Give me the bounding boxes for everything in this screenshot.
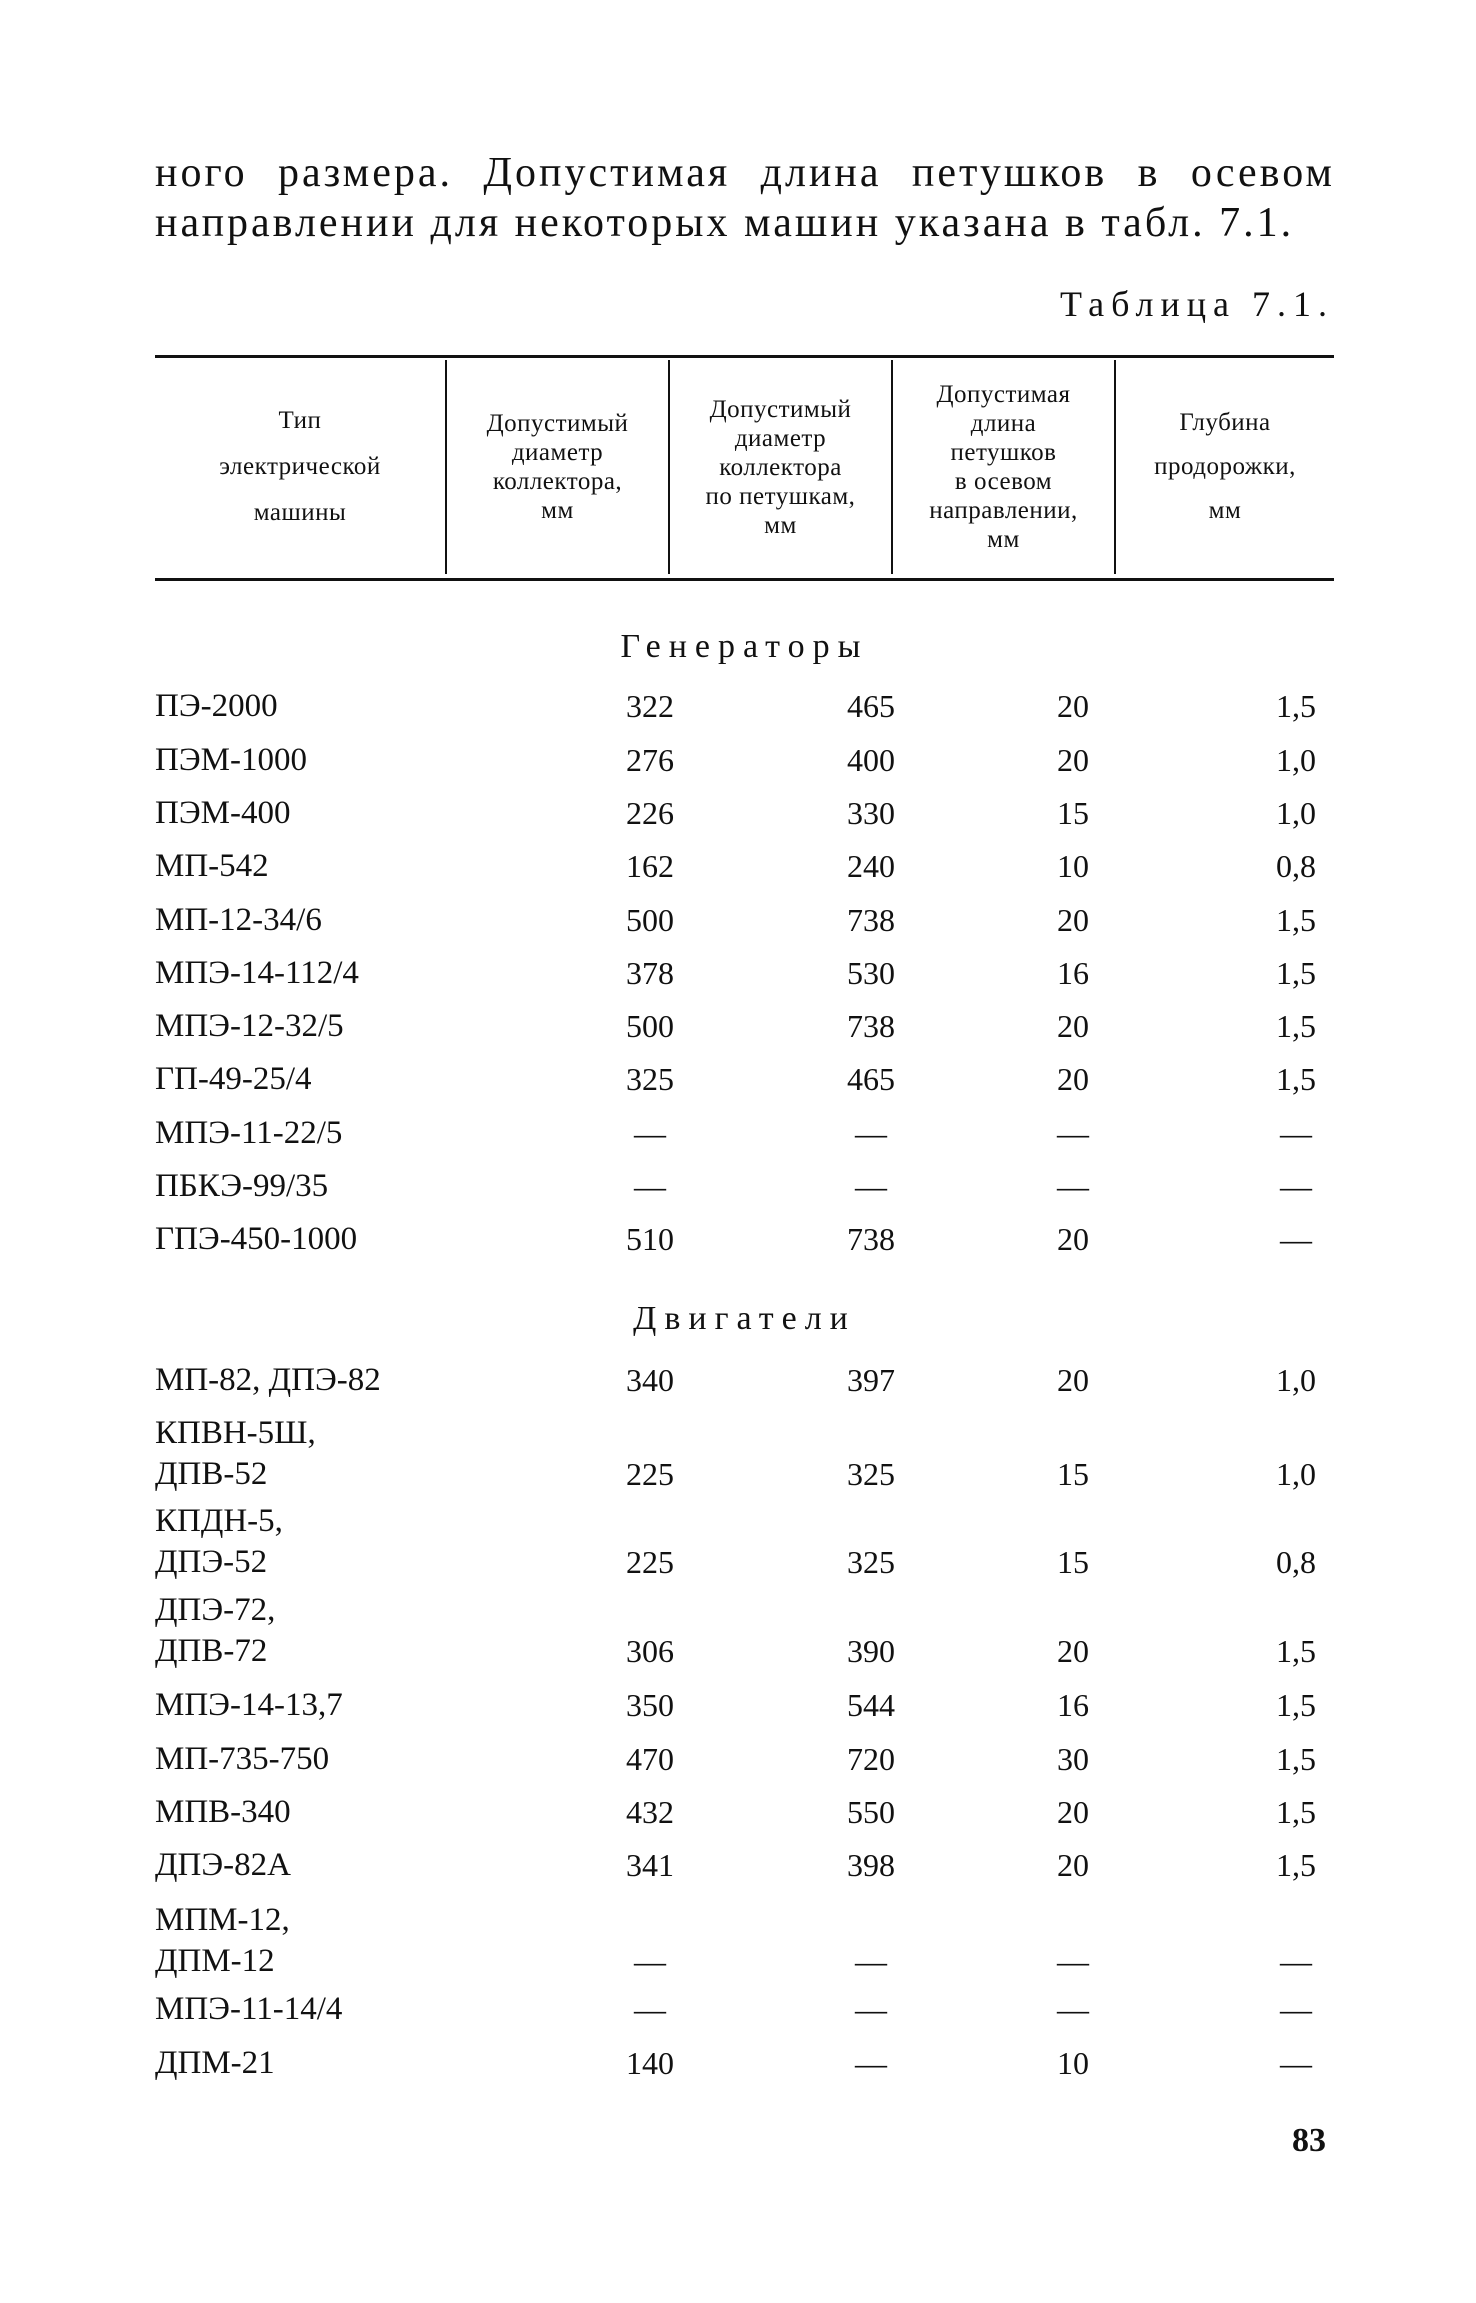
risers-diameter: 544 xyxy=(847,1687,895,1723)
risers-diameter: — xyxy=(855,1115,887,1151)
risers-length: 20 xyxy=(1057,1633,1089,1669)
table-row xyxy=(155,740,1334,781)
undercut-depth: — xyxy=(1280,1115,1312,1151)
undercut-depth: 1,5 xyxy=(1276,902,1316,938)
collector-diameter: 340 xyxy=(626,1362,674,1398)
table-row xyxy=(155,1219,1334,1260)
collector-diameter: 378 xyxy=(626,955,674,991)
risers-diameter: 465 xyxy=(847,688,895,724)
risers-length: 20 xyxy=(1057,1221,1089,1257)
risers-length: 15 xyxy=(1057,1544,1089,1580)
header-undercut-depth: Глубина продорожки, мм xyxy=(1114,360,1334,574)
risers-diameter: — xyxy=(855,1943,887,1979)
intro-paragraph: ного размера. Допустимая длина петушков в осевом направлении для некоторых машин указана в табл. 7.1. xyxy=(155,150,1335,246)
risers-length: 10 xyxy=(1057,848,1089,884)
machine-name: МПВ-340 xyxy=(155,1794,291,1830)
machine-name: ГПЭ-450-1000 xyxy=(155,1221,358,1257)
risers-diameter: 720 xyxy=(847,1741,895,1777)
risers-diameter: 465 xyxy=(847,1061,895,1097)
table-row xyxy=(155,1059,1334,1100)
undercut-depth: — xyxy=(1280,1943,1312,1979)
risers-diameter: — xyxy=(855,1991,887,2027)
undercut-depth: 1,0 xyxy=(1276,1362,1316,1398)
risers-length: 10 xyxy=(1057,2045,1089,2081)
risers-length: 20 xyxy=(1057,1362,1089,1398)
machine-name: МП-542 xyxy=(155,848,269,884)
risers-length: 20 xyxy=(1057,742,1089,778)
table-row xyxy=(155,1360,1334,1401)
collector-diameter: 162 xyxy=(626,848,674,884)
collector-diameter: — xyxy=(634,1943,666,1979)
machine-name: МПМ-12, ДПМ-12 xyxy=(155,1902,290,1979)
risers-length: — xyxy=(1057,1168,1089,1204)
risers-length: 16 xyxy=(1057,955,1089,991)
table-row xyxy=(155,793,1334,834)
risers-diameter: 325 xyxy=(847,1544,895,1580)
risers-diameter: 325 xyxy=(847,1456,895,1492)
machine-name: МП-12-34/6 xyxy=(155,902,322,938)
table-row xyxy=(155,900,1334,941)
table-row xyxy=(155,1413,1334,1495)
machine-name: КПДН-5, ДПЭ-52 xyxy=(155,1503,283,1580)
undercut-depth: 0,8 xyxy=(1276,1544,1316,1580)
table-row xyxy=(155,1739,1334,1780)
machine-name: ПЭМ-400 xyxy=(155,795,291,831)
undercut-depth: 1,5 xyxy=(1276,1061,1316,1097)
risers-diameter: 397 xyxy=(847,1362,895,1398)
page-number: 83 xyxy=(1292,2122,1326,2159)
risers-length: — xyxy=(1057,1991,1089,2027)
collector-diameter: 350 xyxy=(626,1687,674,1723)
collector-diameter: 322 xyxy=(626,688,674,724)
risers-diameter: 330 xyxy=(847,795,895,831)
table-row xyxy=(155,1685,1334,1726)
machine-name: МПЭ-11-22/5 xyxy=(155,1115,343,1151)
risers-length: — xyxy=(1057,1115,1089,1151)
undercut-depth: — xyxy=(1280,1221,1312,1257)
undercut-depth: — xyxy=(1280,1168,1312,1204)
machine-name: ПБКЭ-99/35 xyxy=(155,1168,329,1204)
header-collector-diameter: Допустимый диаметр коллектора, мм xyxy=(445,360,668,574)
section-title-motors: Двигатели xyxy=(633,1300,856,1337)
risers-length: 15 xyxy=(1057,795,1089,831)
table-row xyxy=(155,953,1334,994)
machine-name: МПЭ-14-112/4 xyxy=(155,955,359,991)
collector-diameter: 306 xyxy=(626,1633,674,1669)
risers-length: 20 xyxy=(1057,1794,1089,1830)
table-top-rule xyxy=(155,355,1334,358)
collector-diameter: — xyxy=(634,1168,666,1204)
collector-diameter: 226 xyxy=(626,795,674,831)
table-row xyxy=(155,1900,1334,1982)
table-row xyxy=(155,686,1334,727)
table-header xyxy=(155,360,1334,574)
table-row xyxy=(155,1989,1334,2030)
undercut-depth: 1,5 xyxy=(1276,688,1316,724)
undercut-depth: 1,5 xyxy=(1276,1687,1316,1723)
table-row xyxy=(155,1166,1334,1207)
table-row xyxy=(155,1845,1334,1886)
collector-diameter: 500 xyxy=(626,902,674,938)
table-header-rule xyxy=(155,578,1334,581)
machine-name: МПЭ-12-32/5 xyxy=(155,1008,344,1044)
collector-diameter: 500 xyxy=(626,1008,674,1044)
collector-diameter: — xyxy=(634,1991,666,2027)
collector-diameter: 225 xyxy=(626,1544,674,1580)
machine-name: ДПЭ-72, ДПВ-72 xyxy=(155,1592,276,1669)
risers-diameter: — xyxy=(855,2045,887,2081)
table-row xyxy=(155,1501,1334,1583)
risers-diameter: 738 xyxy=(847,1008,895,1044)
collector-diameter: 225 xyxy=(626,1456,674,1492)
risers-length: — xyxy=(1057,1943,1089,1979)
undercut-depth: 1,5 xyxy=(1276,955,1316,991)
risers-diameter: 530 xyxy=(847,955,895,991)
undercut-depth: 1,0 xyxy=(1276,1456,1316,1492)
undercut-depth: 0,8 xyxy=(1276,848,1316,884)
risers-diameter: 738 xyxy=(847,902,895,938)
table-row xyxy=(155,846,1334,887)
collector-diameter: 432 xyxy=(626,1794,674,1830)
table-row xyxy=(155,1006,1334,1047)
risers-length: 30 xyxy=(1057,1741,1089,1777)
risers-length: 20 xyxy=(1057,1061,1089,1097)
risers-diameter: 738 xyxy=(847,1221,895,1257)
table-row xyxy=(155,2043,1334,2084)
table-caption: Таблица 7.1. xyxy=(1060,284,1334,324)
machine-name: МПЭ-14-13,7 xyxy=(155,1687,343,1723)
collector-diameter: 470 xyxy=(626,1741,674,1777)
collector-diameter: 510 xyxy=(626,1221,674,1257)
risers-diameter: 398 xyxy=(847,1847,895,1883)
risers-length: 20 xyxy=(1057,1847,1089,1883)
undercut-depth: 1,5 xyxy=(1276,1847,1316,1883)
machine-name: ПЭМ-1000 xyxy=(155,742,307,778)
undercut-depth: — xyxy=(1280,1991,1312,2027)
collector-diameter: 140 xyxy=(626,2045,674,2081)
table-row xyxy=(155,1590,1334,1672)
machine-name: КПВН-5Ш, ДПВ-52 xyxy=(155,1415,316,1492)
risers-length: 20 xyxy=(1057,1008,1089,1044)
machine-name: МПЭ-11-14/4 xyxy=(155,1991,343,2027)
undercut-depth: 1,5 xyxy=(1276,1633,1316,1669)
header-risers-length: Допустимая длина петушков в осевом направлении, мм xyxy=(891,360,1114,574)
undercut-depth: 1,5 xyxy=(1276,1741,1316,1777)
undercut-depth: 1,0 xyxy=(1276,742,1316,778)
table-row xyxy=(155,1113,1334,1154)
header-machine-type: Тип электрической машины xyxy=(219,407,381,526)
table-row xyxy=(155,1792,1334,1833)
risers-diameter: 550 xyxy=(847,1794,895,1830)
risers-length: 20 xyxy=(1057,688,1089,724)
undercut-depth: — xyxy=(1280,2045,1312,2081)
collector-diameter: 341 xyxy=(626,1847,674,1883)
risers-length: 15 xyxy=(1057,1456,1089,1492)
risers-diameter: 400 xyxy=(847,742,895,778)
collector-diameter: 276 xyxy=(626,742,674,778)
risers-length: 20 xyxy=(1057,902,1089,938)
header-risers-diameter: Допустимый диаметр коллектора по петушкам, мм xyxy=(668,360,891,574)
undercut-depth: 1,0 xyxy=(1276,795,1316,831)
machine-name: ДПМ-21 xyxy=(155,2045,275,2081)
risers-length: 16 xyxy=(1057,1687,1089,1723)
machine-name: ДПЭ-82А xyxy=(155,1847,291,1883)
machine-name: ПЭ-2000 xyxy=(155,688,278,724)
collector-diameter: — xyxy=(634,1115,666,1151)
collector-diameter: 325 xyxy=(626,1061,674,1097)
undercut-depth: 1,5 xyxy=(1276,1794,1316,1830)
risers-diameter: — xyxy=(855,1168,887,1204)
machine-name: МП-82, ДПЭ-82 xyxy=(155,1362,381,1398)
machine-name: МП-735-750 xyxy=(155,1741,330,1777)
risers-diameter: 240 xyxy=(847,848,895,884)
machine-name: ГП-49-25/4 xyxy=(155,1061,312,1097)
risers-diameter: 390 xyxy=(847,1633,895,1669)
section-title-generators: Генераторы xyxy=(620,628,869,665)
undercut-depth: 1,5 xyxy=(1276,1008,1316,1044)
